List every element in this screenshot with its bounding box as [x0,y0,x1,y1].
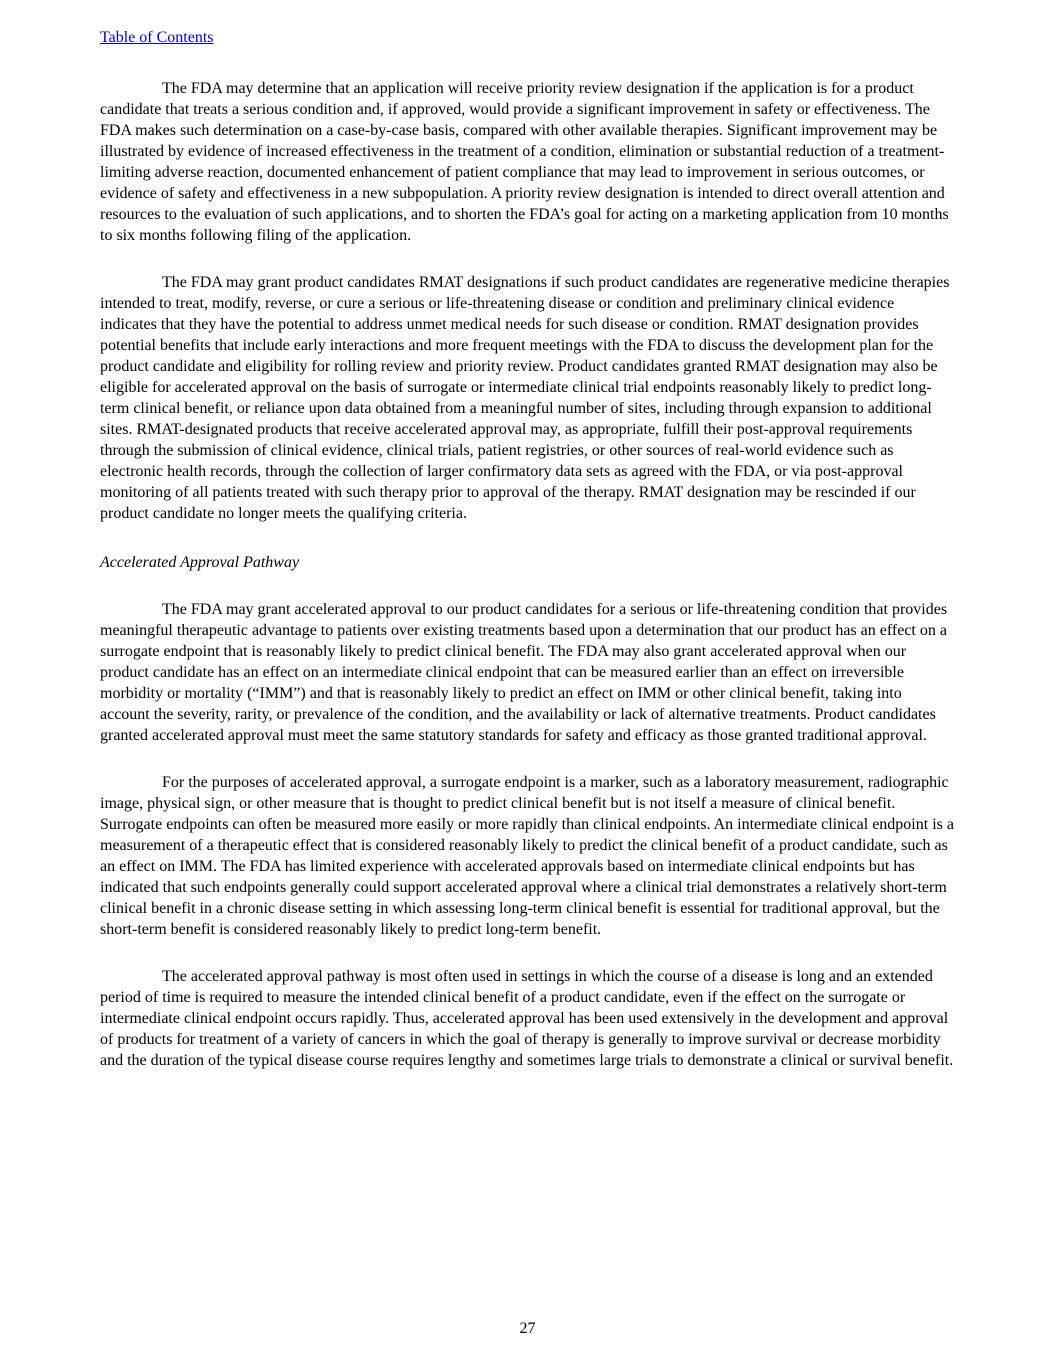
paragraph-rmat-designation: The FDA may grant product candidates RMAT designations if such product candidates are regenerative medicine therapies intended to treat, modify, reverse, or cure a serious or life-threatening disease or condition and preliminary clinical evidence indicates that they have the potential to address unmet medical needs for such disease or condition. RMAT designation provides potential benefits that include early interactions and more frequent meetings with the FDA to discuss the development plan for the product candidate and eligibility for rolling review and priority review. Product candidates granted RMAT designation may also be eligible for accelerated approval on the basis of surrogate or intermediate clinical trial endpoints reasonably likely to predict long-term clinical benefit, or reliance upon data obtained from a meaningful number of sites, including through expansion to additional sites. RMAT-designated products that receive accelerated approval may, as appropriate, fulfill their post-approval requirements through the submission of clinical evidence, clinical trials, patient registries, or other sources of real-world evidence such as electronic health records, through the collection of larger confirmatory data sets as agreed with the FDA, or via post-approval monitoring of all patients treated with such therapy prior to approval of the therapy. RMAT designation may be rescinded if our product candidate no longer meets the qualifying criteria. [100,274,950,522]
paragraph-accelerated-approval-usage: The accelerated approval pathway is most often used in settings in which the course of a disease is long and an extended period of time is required to measure the intended clinical benefit of a product candidate, even if the effect on the surrogate or intermediate clinical endpoint occurs rapidly. Thus, accelerated approval has been used extensively in the development and approval of products for treatment of a variety of cancers in which the goal of therapy is generally to improve survival or decrease morbidity and the duration of the typical disease course requires lengthy and sometimes large trials to demonstrate a clinical or survival benefit. [100,968,954,1069]
document-body [100,78,955,1071]
table-of-contents-link[interactable]: Table of Contents [100,29,214,46]
paragraph-accelerated-approval-grant: The FDA may grant accelerated approval to our product candidates for a serious or life-threatening condition that provides meaningful therapeutic advantage to patients over existing treatments based upon a determination that our product has an effect on a surrogate endpoint that is reasonably likely to predict clinical benefit. The FDA may also grant accelerated approval when our product candidate has an effect on an intermediate clinical endpoint that can be measured earlier than an effect on irreversible morbidity or mortality (“IMM”) and that is reasonably likely to predict an effect on IMM or other clinical benefit, taking into account the severity, rarity, or prevalence of the condition, and the availability or lack of alternative treatments. Product candidates granted accelerated approval must meet the same statutory standards for safety and efficacy as those granted traditional approval. [100,601,948,744]
page-number: 27 [519,1320,536,1337]
section-heading-accelerated-approval-pathway: Accelerated Approval Pathway [100,554,300,571]
paragraph-surrogate-endpoint-definition: For the purposes of accelerated approval, a surrogate endpoint is a marker, such as a laboratory measurement, radiographic image, physical sign, or other measure that is thought to predict clinical benefit but is not itself a measure of clinical benefit. Surrogate endpoints can often be measured more easily or more rapidly than clinical endpoints. An intermediate clinical endpoint is a measurement of a therapeutic effect that is considered reasonably likely to predict the clinical benefit of a product candidate, such as an effect on IMM. The FDA has limited experience with accelerated approvals based on intermediate clinical endpoints but has indicated that such endpoints generally could support accelerated approval where a clinical trial demonstrates a relatively short-term clinical benefit in a chronic disease setting in which assessing long-term clinical benefit is essential for traditional approval, but the short-term benefit is considered reasonably likely to predict long-term benefit. [100,774,954,938]
paragraph-priority-review: The FDA may determine that an application will receive priority review designation if the application is for a product candidate that treats a serious condition and, if approved, would provide a significant improvement in safety or effectiveness. The FDA makes such determination on a case-by-case basis, compared with other available therapies. Significant improvement may be illustrated by evidence of increased effectiveness in the treatment of a condition, elimination or substantial reduction of a treatment-limiting adverse reaction, documented enhancement of patient compliance that may lead to improvement in serious outcomes, or evidence of safety and effectiveness in a new subpopulation. A priority review designation is intended to direct overall attention and resources to the evaluation of such applications, and to shorten the FDA’s goal for acting on a marketing application from 10 months to six months following filing of the application. [100,80,949,244]
